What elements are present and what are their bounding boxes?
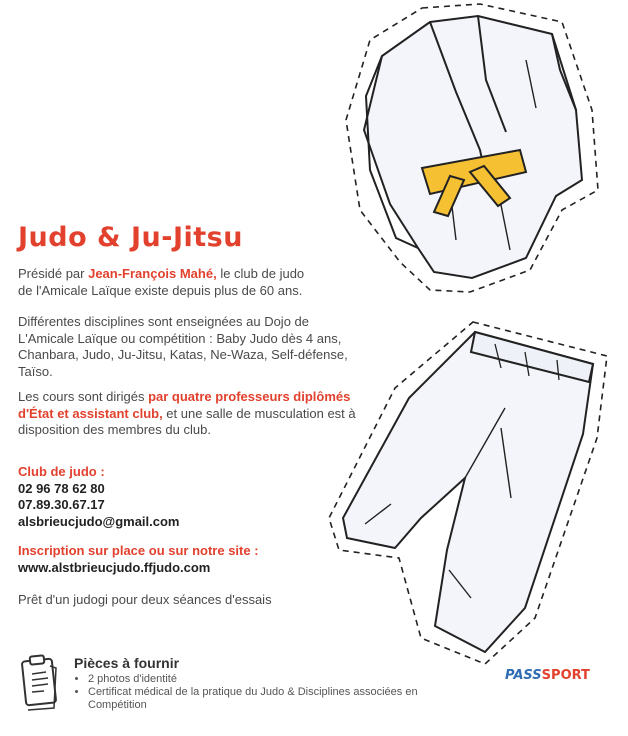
website-link[interactable]: www.alstbrieucjudo.ffjudo.com	[18, 559, 211, 575]
courses-line3: disposition des membres du club.	[18, 422, 211, 437]
pass-sport-logo-part2: SPORT	[541, 668, 590, 683]
pass-sport-logo-part1: PASS	[505, 668, 542, 683]
intro-line1-suffix: le club de judo	[216, 266, 305, 281]
required-documents-title: Pièces à fournir	[74, 655, 180, 671]
list-item: • 2 photos d'identité	[88, 673, 418, 686]
contact-label: Club de judo :	[18, 464, 105, 479]
courses-highlight-2: d'État et assistant club,	[18, 405, 163, 421]
disciplines-paragraph	[18, 314, 388, 380]
disciplines-line1: Différentes disciplines sont enseignées au Dojo de	[18, 314, 309, 329]
disciplines-line3: Chanbara, Judo, Ju-Jitsu, Katas, Ne-Waza, Self-défense,	[18, 347, 348, 362]
clipboard-icon	[20, 654, 64, 714]
intro-line2: de l'Amicale Laïque existe depuis plus de 60 ans.	[18, 282, 303, 298]
judogi-jacket-illustration	[330, 0, 628, 300]
phone-2[interactable]: 07.89.30.67.17	[18, 497, 105, 512]
intro-prefix: Présidé par	[18, 266, 89, 281]
email-link[interactable]: alsbrieucjudo@gmail.com	[18, 513, 180, 529]
courses-prefix: Les cours sont dirigés	[18, 389, 149, 404]
page-title: Judo & Ju-Jitsu	[18, 222, 243, 253]
intro-paragraph	[18, 266, 388, 299]
required-documents	[74, 655, 418, 712]
disciplines-line4: Taïso.	[18, 363, 53, 379]
disciplines-line2: L'Amicale Laïque ou compétition : Baby Judo dès 4 ans,	[18, 330, 342, 346]
courses-line2-suffix: et une salle de musculation est à	[162, 405, 356, 421]
courses-highlight-1: par quatre professeurs diplômés	[148, 389, 351, 404]
courses-paragraph	[18, 389, 388, 439]
pass-sport-logo	[505, 668, 590, 683]
inscription-block	[18, 543, 259, 576]
list-item: • Certificat médical de la pratique du Judo & Disciplines associées en Compétition	[88, 686, 418, 712]
contact-block	[18, 464, 180, 530]
president-name: Jean-François Mahé,	[88, 266, 217, 281]
loan-text: Prêt d'un judogi pour deux séances d'essais	[18, 592, 272, 607]
inscription-label: Inscription sur place ou sur notre site :	[18, 543, 259, 558]
phone-1[interactable]: 02 96 78 62 80	[18, 480, 105, 496]
required-documents-list	[74, 673, 418, 712]
